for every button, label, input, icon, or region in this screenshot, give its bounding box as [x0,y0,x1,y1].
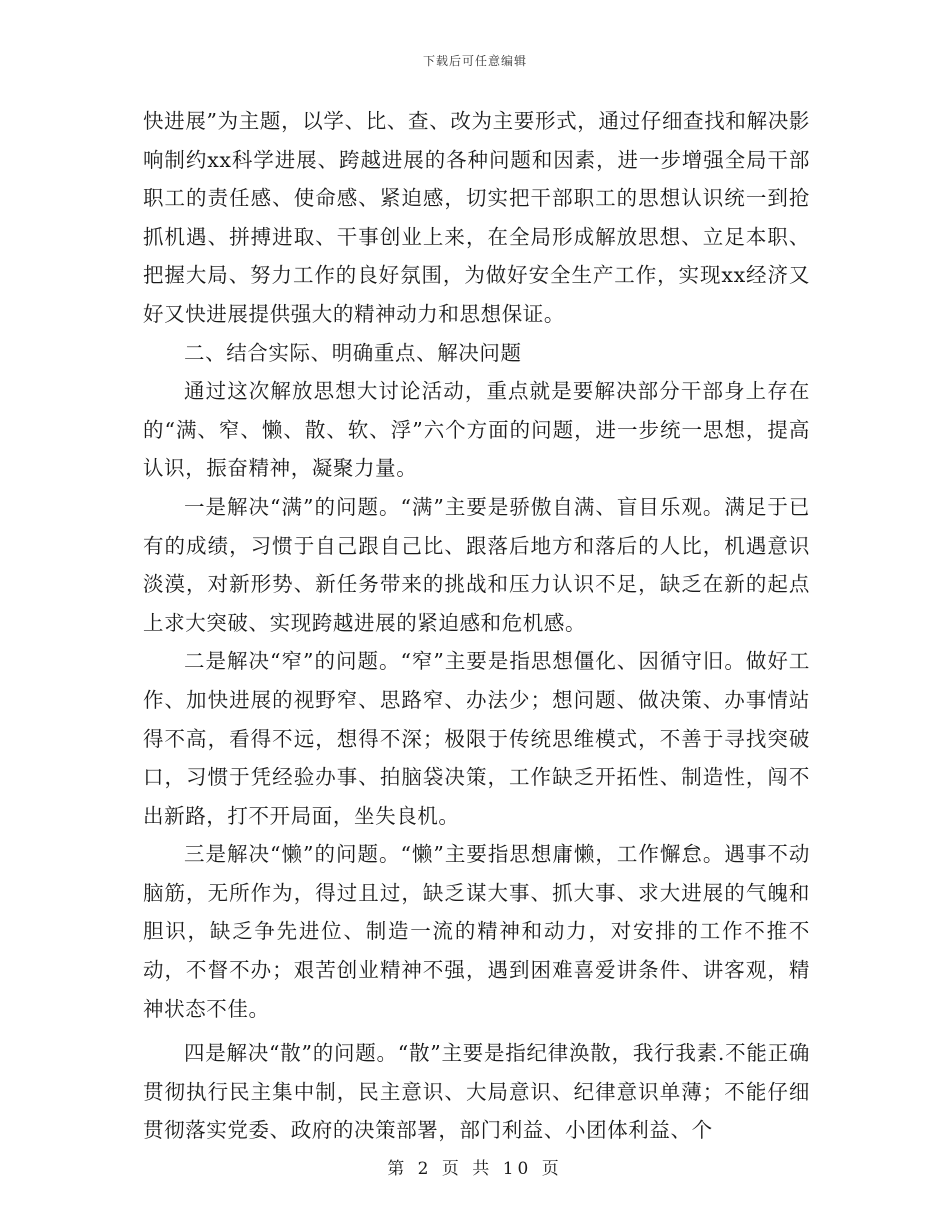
document-body [143,102,810,1150]
page-header-note: 下载后可任意编辑 [422,54,527,68]
paragraph-issue-lan: 三是解决“懒”的问题。“懒”主要指思想庸懒，工作懈怠。遇事不动脑筋，无所作为，得过且过，缺乏谋大事、抓大事、求大进展的气魄和胆识，缺乏争先进位、制造一流的精神和动力，对安排的工作不推不动，不督不办；艰苦创业精神不强，遇到困难喜爱讲条件、讲客观，精神状态不佳。 [143,842,810,1021]
paragraph-issue-san: 四是解决“散”的问题。“散”主要是指纪律涣散，我行我素.不能正确贯彻执行民主集中制，民主意识、大局意识、纪律意识单薄；不能仔细贯彻落实党委、政府的决策部署，部门利益、小团体利益、个 [143,1041,810,1143]
paragraph-continuation: 快进展”为主题，以学、比、查、改为主要形式，通过仔细查找和解决影响制约xx科学进展、跨越进展的各种问题和因素，进一步增强全局干部职工的责任感、使命感、紧迫感，切实把干部职工的思想认识统一到抢抓机遇、拼搏进取、干事创业上来，在全局形成解放思想、立足本职、把握大局、努力工作的良好氛围，为做好安全生产工作，实现xx经济又好又快进展提供强大的精神动力和思想保证。 [143,109,810,326]
paragraph-issue-man: 一是解决“满”的问题。“满”主要是骄傲自满、盲目乐观。满足于已有的成绩，习惯于自己跟自己比、跟落后地方和落后的人比，机遇意识淡漠，对新形势、新任务带来的挑战和压力认识不足，缺乏在新的起点上求大突破、实现跨越进展的紧迫感和危机感。 [143,494,810,635]
section-heading: 二、结合实际、明确重点、解决问题 [184,340,522,365]
page-number: 第 2 页 共 10 页 [387,1159,563,1179]
paragraph-intro: 通过这次解放思想大讨论活动，重点就是要解决部分干部身上存在的“满、窄、懒、散、软、浮”六个方面的问题，进一步统一思想，提高认识，振奋精神，凝聚力量。 [143,379,810,481]
paragraph-issue-zhai: 二是解决“窄”的问题。“窄”主要是指思想僵化、因循守旧。做好工作、加快进展的视野窄、思路窄、办法少；想问题、做决策、办事情站得不高，看得不远，想得不深；极限于传统思维模式，不善于寻找突破口，习惯于凭经验办事、拍脑袋决策，工作缺乏开拓性、制造性，闯不出新路，打不开局面，坐失良机。 [143,649,810,828]
